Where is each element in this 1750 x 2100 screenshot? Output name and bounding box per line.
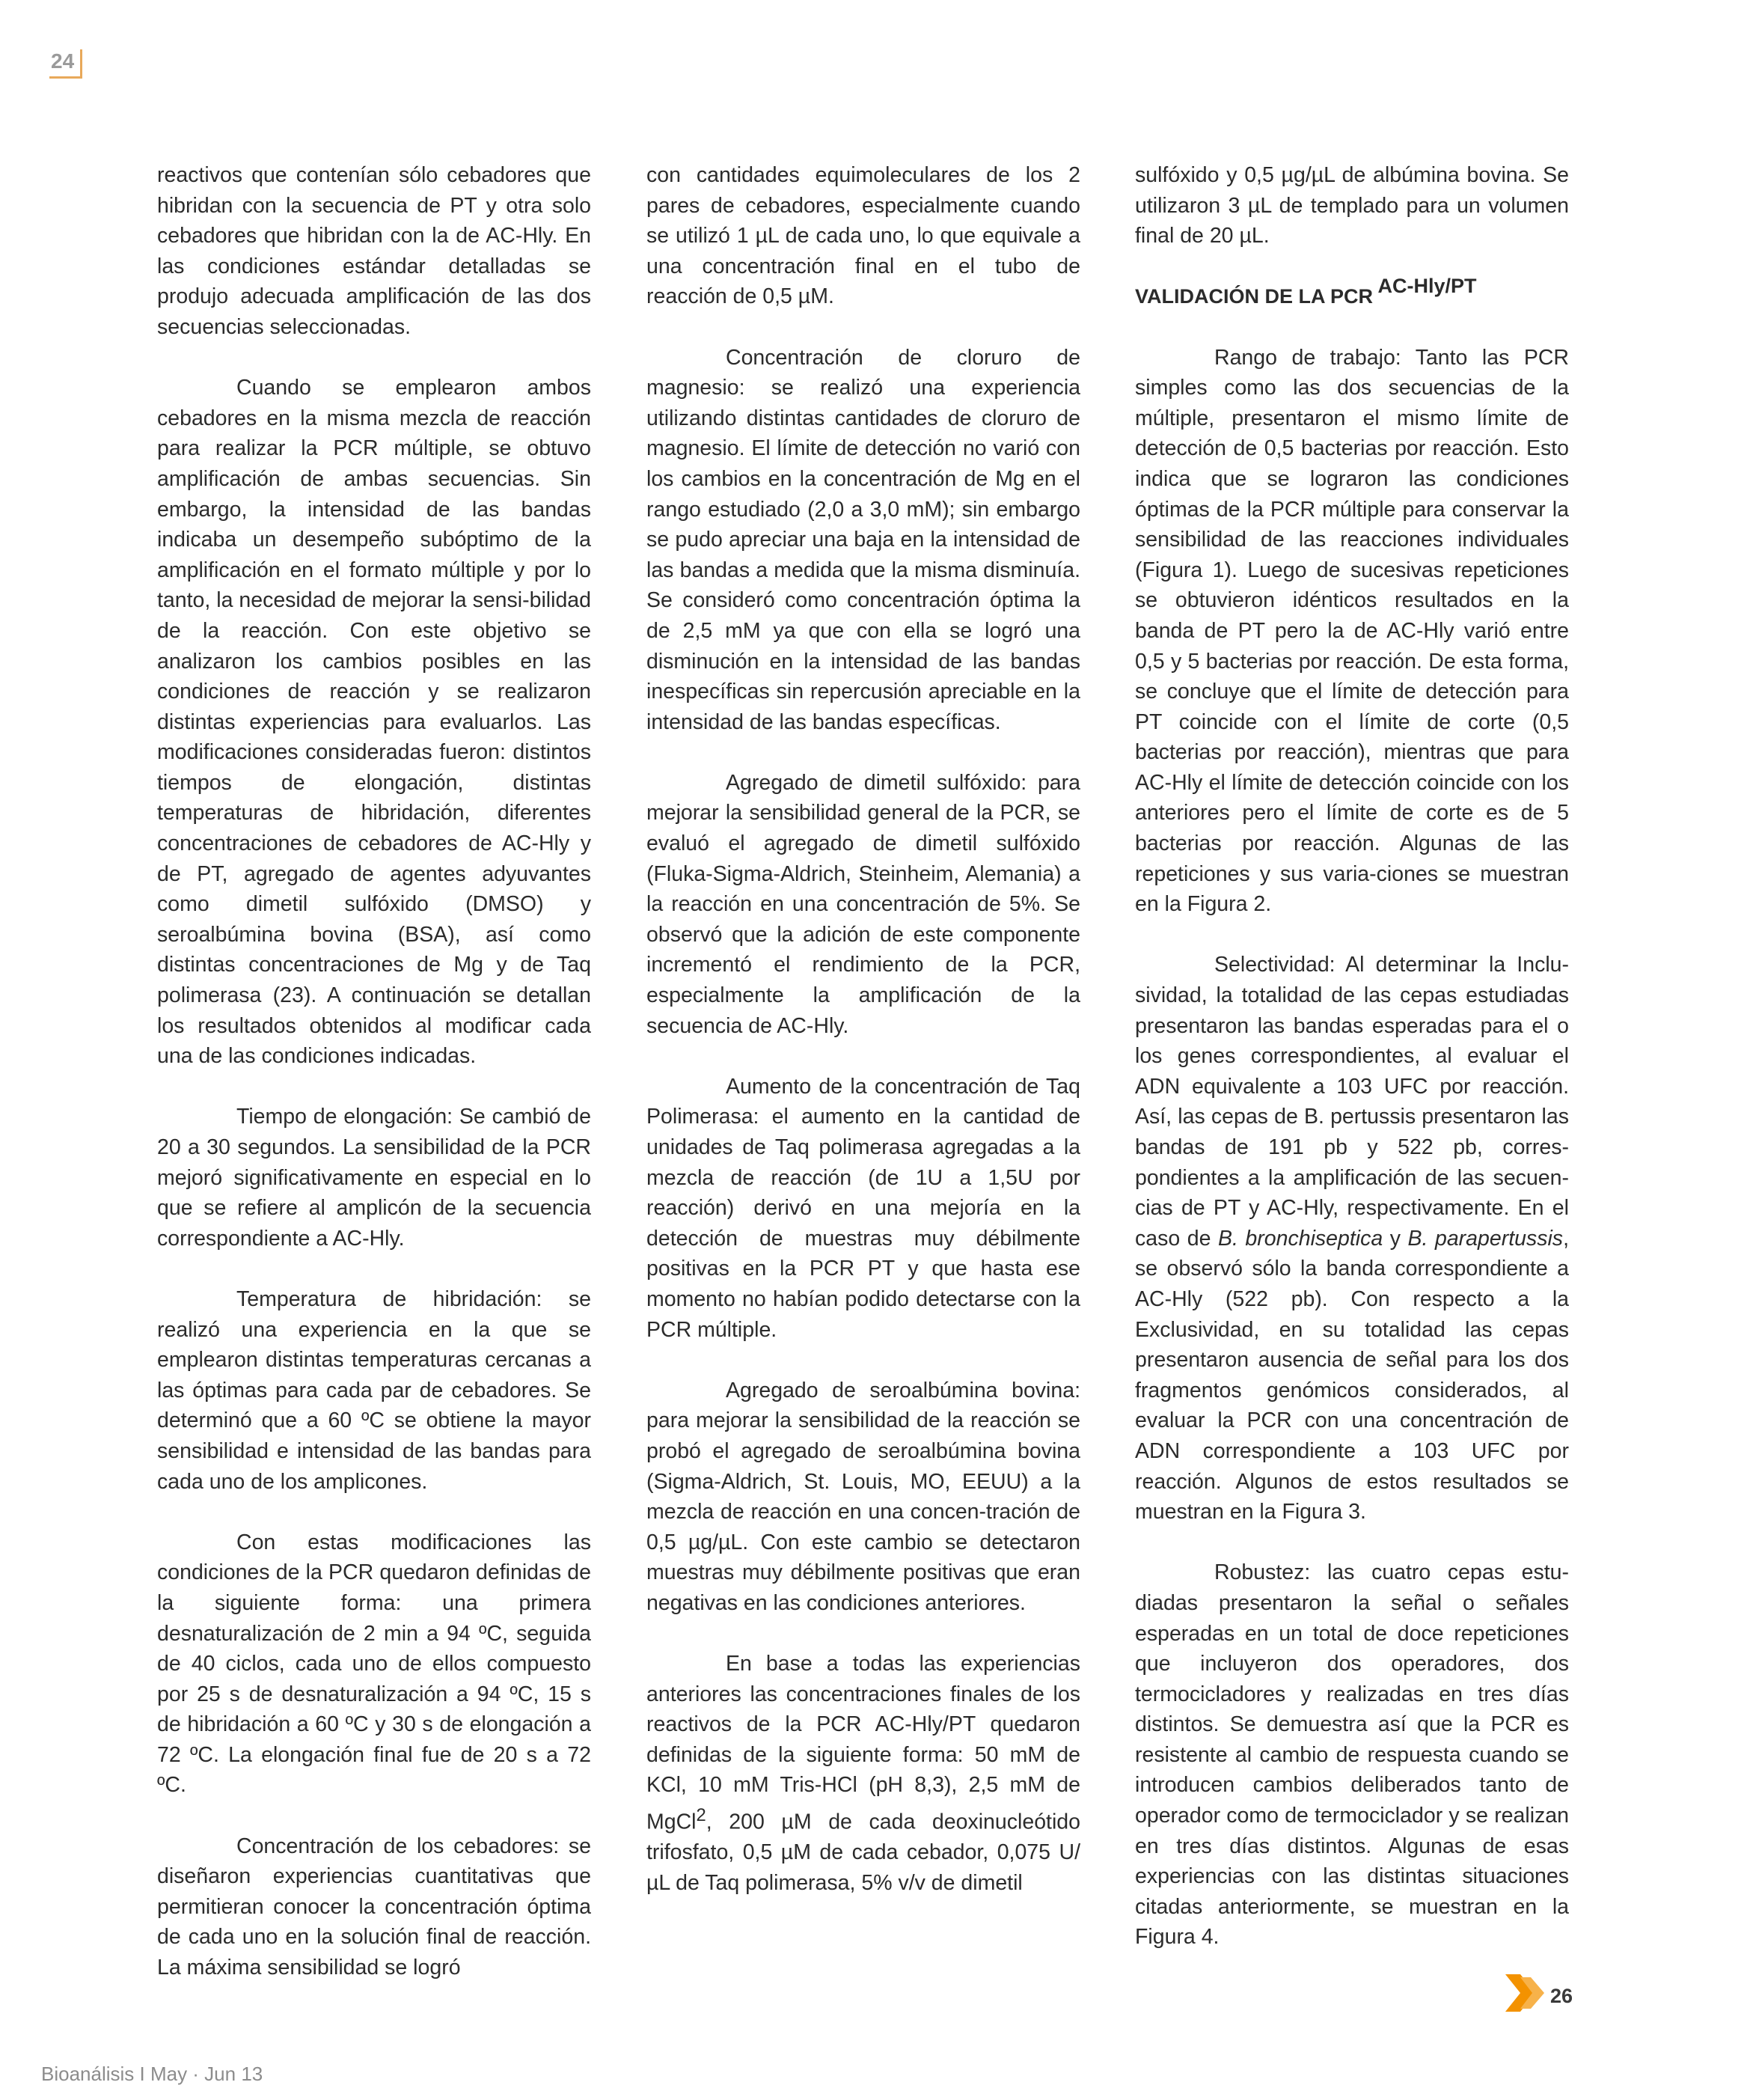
paragraph: Agregado de seroalbúmina bovina: para mejorar la sensibilidad de la reacción se probó el agregado de seroalbúmina bovina (Sigma-Aldrich, St. Louis, MO, EEUU) a la mezcla de reacción en una concen-tración de 0,5 µg/µL. Con este cambio se detectaron muestras muy débilmente positivas que eran negativas en las condiciones anteriores. <box>646 1378 1080 1615</box>
paragraph: con cantidades equimoleculares de los 2 pares de cebadores, especialmente cuando se utilizó 1 µL de cada uno, lo que equivale a una concentración final en el tubo de reacción de 0,5 µM. <box>646 163 1080 309</box>
paragraph: Temperatura de hibridación: se realizó una experiencia en la que se emplearon distintas temperaturas cercanas a las óptimas para cada par de cebadores. Se determinó que a 60 ºC se obtiene la mayor sensibilidad e intensidad de las bandas para cada uno de los amplicones. <box>157 1286 591 1494</box>
paragraph <box>646 1649 1080 1898</box>
heading-text: VALIDACIÓN DE LA PCR <box>1135 285 1374 308</box>
paragraph: Con estas modificaciones las condiciones de la PCR quedaron definidas de la siguiente forma: una primera desnaturalización de 2 min a 94 ºC, seguida de 40 ciclos, cada uno de ellos compuesto por 25 s de desnaturalización a 94 ºC, 15 s de hibridación a 60 ºC y 30 s de elongación a 72 ºC. La elongación final fue de 20 s a 72 ºC. <box>157 1530 591 1798</box>
paragraph: Tiempo de elongación: Se cambió de 20 a 30 segundos. La sensibilidad de la PCR mejoró significativamente en especial en lo que se refiere al amplicón de la secuencia correspondiente a AC-Hly. <box>157 1105 591 1251</box>
text-span: , se observó sólo la banda correspondiente a AC-Hly (522 pb). Con respecto a la Exclusividad, en su totalidad las cepas presentaron ausencia de señal para los dos fragmentos genómicos considerados, al evaluar la PCR con una concentración de ADN correspondiente a 103 UFC por reacción. Algunos de estos resultados se muestran en la Figura 3. <box>1135 1226 1569 1524</box>
heading-superscript: AC-Hly/PT <box>1377 275 1477 298</box>
text-span: Selectividad: Al determinar la Inclu-sividad, la totalidad de las cepas estudiadas presentaron las bandas esperadas para el o los genes correspondientes, al evaluar el ADN equivalente a 103 UFC por reacción. Así, las cepas de B. pertussis presentaron las bandas de 191 pb y 522 pb, corres-pondientes a la amplificación de las secuen-cias de PT y AC-Hly, respectivamente. En el caso de <box>1135 953 1569 1251</box>
paragraph: sulfóxido y 0,5 µg/µL de albúmina bovina. Se utilizaron 3 µL de templado para un volumen final de 20 µL. <box>1135 163 1569 248</box>
text-span: , 200 µM de cada deoxinucleótido trifosfato, 0,5 µM de cada cebador, 0,075 U/µL de Taq polimerasa, 5% v/v de dimetil <box>646 1810 1080 1895</box>
paragraph <box>1135 950 1569 1527</box>
paragraph: Rango de trabajo: Tanto las PCR simples como las dos secuencias de la múltiple, presentaron el mismo límite de detección de 0,5 bacterias por reacción. Esto indica que se lograron las condiciones óptimas de la PCR múltiple para conservar la sensibilidad de las reacciones individuales (Figura 1). Luego de sucesivas repeticiones se obtuvieron idénticos resultados en la banda de PT pero la de AC-Hly varió entre 0,5 y 5 bacterias por reacción. De esta forma, se concluye que el límite de detección para PT coincide con el límite de corte (0,5 bacterias por reacción), mientras que para AC-Hly el límite de detección coincide con los anteriores pero el límite de corte es de 5 bacterias por reacción. Algunas de las repeticiones y sus varia-ciones se muestran en la Figura 2. <box>1135 345 1569 917</box>
text-span: y <box>1383 1226 1408 1251</box>
paragraph: Concentración de cloruro de magnesio: se realizó una experiencia utilizando distintas cantidades de cloruro de magnesio. El límite de detección no varió con los cambios en la concentración de Mg en el rango estudiado (2,0 a 3,0 mM); sin embargo se pudo apreciar una baja en la intensidad de las bandas a medida que la misma disminuía. Se consideró como concentración óptima la de 2,5 mM ya que con ella se logró una disminución en la intensidad de las bandas inespecíficas sin repercusión apreciable en la intensidad de las bandas específicas. <box>646 345 1080 734</box>
section-heading <box>1135 275 1569 312</box>
page-number-bottom: 26 <box>1550 1985 1573 2007</box>
page-number-top: 24 <box>49 49 82 79</box>
paragraph: Robustez: las cuatro cepas estu-diadas presentaron la señal o señales esperadas en un total de doce repeticiones que incluyeron dos operadores, dos termocicladores y realizadas en tres días distintos. Se demuestra así que la PCR es resistente al cambio de respuesta cuando se introducen cambios deliberados tanto de operador como de termociclador y se realizan en tres días distintos. Algunas de esas experiencias con las distintas situaciones citadas anteriormente, se muestran en la Figura 4. <box>1135 1560 1569 1950</box>
text-span: En base a todas las experiencias anteriores las concentraciones finales de los reactivos de la PCR AC-Hly/PT quedaron definidas de la siguiente forma: 50 mM de KCl, 10 mM Tris-HCl (pH 8,3), 2,5 mM de MgCl <box>646 1652 1080 1834</box>
italic-species: B. parapertussis <box>1407 1226 1564 1251</box>
paragraph: Concentración de los cebadores: se diseñaron experiencias cuantitativas que permitieran conocer la concentración óptima de cada uno en la solución final de reacción. La máxima sensibilidad se logró <box>157 1834 591 1980</box>
text-column-3 <box>1135 160 1569 1983</box>
next-page-arrow-icon[interactable] <box>1504 1973 1546 2013</box>
paragraph: reactivos que contenían sólo cebadores que hibridan con la secuencia de PT y otra solo cebadores que hibridan con la de AC-Hly. En las condiciones estándar detalladas se produjo adecuada amplificación de las dos secuencias seleccionadas. <box>157 163 591 339</box>
paragraph: Aumento de la concentración de Taq Polimerasa: el aumento en la cantidad de unidades de Taq polimerasa agregadas a la mezcla de reacción (de 1U a 1,5U por reacción) derivó en una mejoría en la detección de muestras muy débilmente positivas en la PCR PT y que hasta ese momento no habían podido detectarse con la PCR múltiple. <box>646 1074 1080 1342</box>
text-column-2 <box>646 160 1080 1929</box>
italic-species: B. bronchiseptica <box>1217 1226 1383 1251</box>
subscript-number: 2 <box>696 1805 706 1826</box>
text-column-1 <box>157 160 591 2013</box>
paragraph: Agregado de dimetil sulfóxido: para mejorar la sensibilidad general de la PCR, se evaluó el agregado de dimetil sulfóxido (Fluka-Sigma-Aldrich, Steinheim, Alemania) a la reacción en una concentración de 5%. Se observó que la adición de este componente incrementó el rendimiento de la PCR, especialmente la amplificación de la secuencia de AC-Hly. <box>646 770 1080 1038</box>
paragraph: Cuando se emplearon ambos cebadores en la misma mezcla de reacción para realizar la PCR múltiple, se obtuvo amplificación de ambas secuencias. Sin embargo, la intensidad de las bandas indicaba un desempeño subóptimo de la amplificación en el formato múltiple y por lo tanto, la necesidad de mejorar la sensi-bilidad de la reacción. Con este objetivo se analizaron los cambios posibles en las condiciones de reacción y se realizaron distintas experiencias para evaluarlos. Las modificaciones consideradas fueron: distintos tiempos de elongación, distintas temperaturas de hibridación, diferentes concentraciones de cebadores de AC-Hly y de PT, agregado de agentes adyuvantes como dimetil sulfóxido (DMSO) y seroalbúmina bovina (BSA), así como distintas concentraciones de Mg y de Taq polimerasa (23). A continuación se detallan los resultados obtenidos al modificar cada una de las condiciones indicadas. <box>157 376 591 1069</box>
footer-publication: Bioanálisis I May · Jun 13 <box>41 2063 263 2085</box>
